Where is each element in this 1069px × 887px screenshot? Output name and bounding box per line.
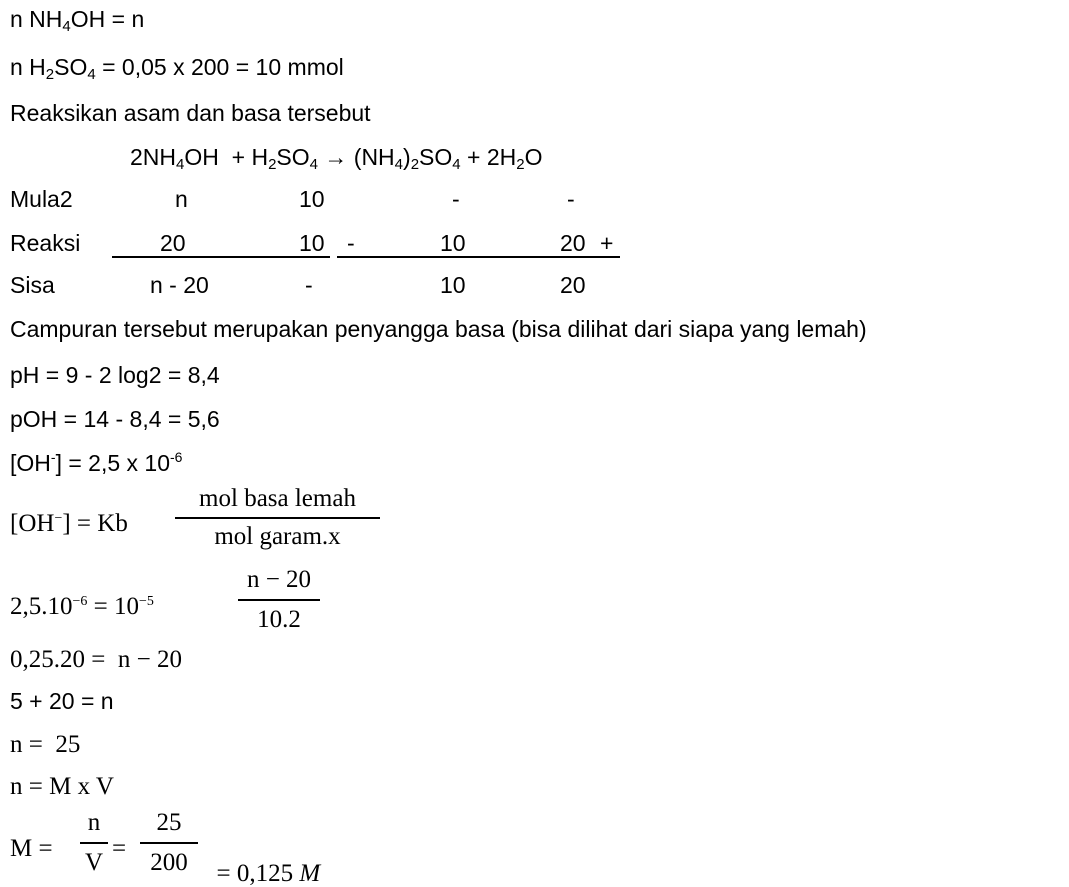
line-oh-concentration: [OH-] = 2,5 x $10^{-6}$	[10, 449, 183, 476]
eq1-lhs: [OH−] = Kb	[10, 510, 128, 537]
eq1-numerator: mol basa lemah	[199, 485, 356, 512]
eq2-denominator: 10.2	[257, 606, 301, 633]
row-sisa-c2: -	[305, 272, 313, 298]
eq2-fraction	[238, 567, 320, 637]
eq4: 5 + 20 = n	[10, 688, 114, 714]
line-n-nh4oh: n $NH_4OH = n$	[10, 6, 145, 35]
row-reaksi-c3: 10	[440, 230, 466, 256]
eq7-f1-numerator: n	[87, 809, 101, 836]
eq2-numerator: n − 20	[246, 566, 312, 593]
eq7-equals: =	[112, 835, 127, 862]
eq7-f1-bar	[80, 842, 108, 844]
eq7-lhs: M =	[10, 835, 59, 862]
eq7-f2-denominator: 200	[150, 849, 188, 876]
eq7-f2-numerator: 25	[156, 809, 182, 836]
line-reaksikan: Reaksikan asam dan basa tersebut	[10, 100, 371, 126]
row-reaksi-plus: +	[600, 230, 614, 256]
eq1-denominator: mol garam.x	[214, 523, 341, 550]
eq7-f1-denominator: V	[84, 849, 104, 876]
eq3: 0,25.20 = n − 20	[10, 646, 182, 673]
row-reaksi-minus: -	[347, 230, 355, 256]
line-ph: pH = 9 - 2 log2 = 8,4	[10, 362, 220, 388]
line-n-h2so4: n $H_2SO_4 = 0,05$ x 200 = 10 mmol	[10, 54, 344, 83]
row-mula-c2: 10	[299, 186, 325, 212]
row-mula-c1: n	[175, 186, 188, 212]
eq6: n = M x V	[10, 773, 114, 800]
line-poh: pOH = 14 - 8,4 = 5,6	[10, 406, 220, 432]
eq7-fraction-n-v	[80, 810, 108, 882]
eq7-unit: M	[299, 860, 321, 887]
eq7-result: = 0,125 M	[216, 860, 321, 887]
eq2-lhs: $2,5.10^{-6} = 10^{-5}$	[10, 593, 154, 620]
row-sisa-c3: 10	[440, 272, 466, 298]
line-campuran: Campuran tersebut merupakan penyangga basa (bisa dilihat dari siapa yang lemah)	[10, 316, 867, 342]
row-reaksi-c2: 10	[299, 230, 325, 256]
reaksi-underline-left	[112, 256, 330, 258]
row-sisa-c1: n - 20	[150, 272, 209, 298]
eq7-f2-bar	[140, 842, 198, 844]
row-sisa-c4: 20	[560, 272, 586, 298]
eq2-fraction-bar	[238, 599, 320, 601]
row-reaksi-c4: 20	[560, 230, 586, 256]
row-mula-c3: -	[452, 186, 460, 212]
reaksi-underline-right	[337, 256, 620, 258]
reaction-equation: $2NH_4OH + H_2SO_4 \to (NH_4)_2SO_4 + 2H_2O$	[130, 144, 543, 173]
row-mula-c4: -	[567, 186, 575, 212]
row-reaksi-c1: 20	[160, 230, 186, 256]
eq1-fraction-bar	[175, 517, 380, 519]
eq1-fraction	[175, 486, 380, 556]
eq5: n = 25	[10, 731, 81, 758]
row-mula-label: Mula2	[10, 186, 73, 212]
row-sisa-label: Sisa	[10, 272, 55, 298]
row-reaksi-label: Reaksi	[10, 230, 81, 256]
eq7-fraction-25-200	[140, 810, 198, 882]
